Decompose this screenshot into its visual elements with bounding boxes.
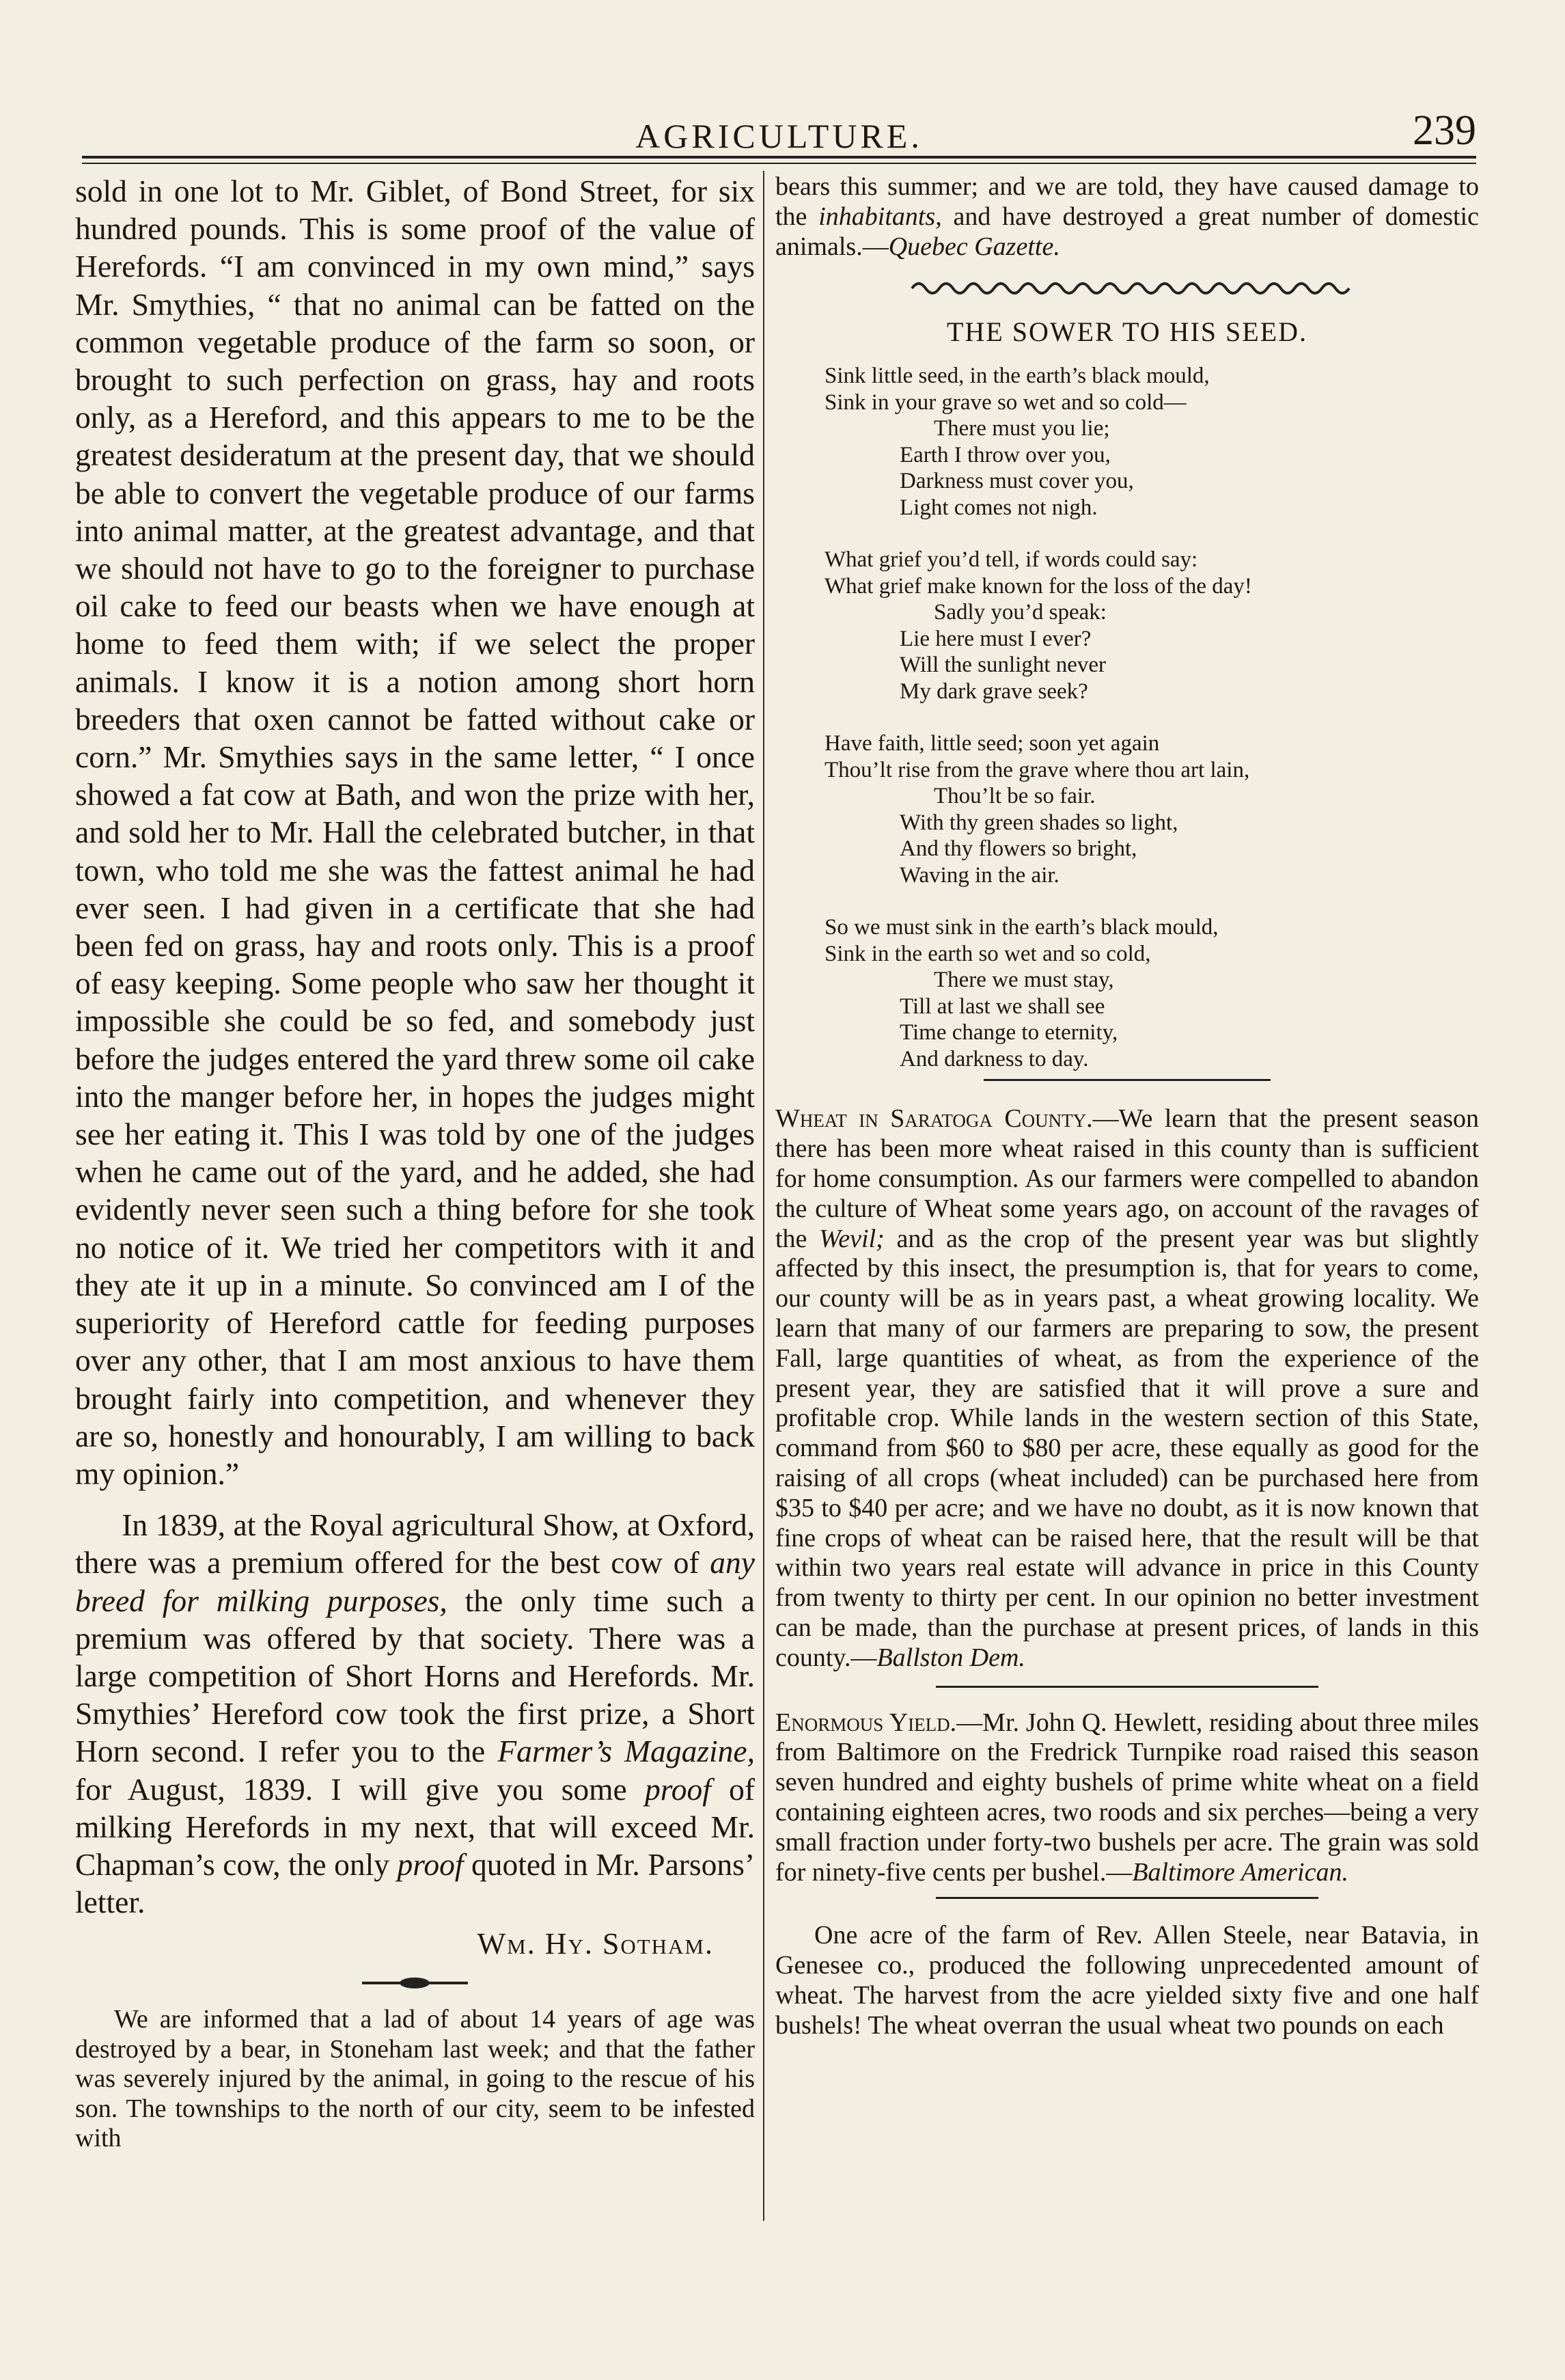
section-rule [984, 1079, 1271, 1081]
poem-line: What grief make known for the loss of the day! [825, 573, 1252, 599]
right-column [775, 172, 1479, 2041]
poem-line: Light comes not nigh. [900, 495, 1098, 520]
poem-line: Will the sunlight never [900, 653, 1107, 678]
poem-line: Sadly you’d speak: [934, 600, 1107, 625]
bear-news-paragraph: We are informed that a lad of about 14 years of age was destroyed by a bear, in Stoneham last week; and that the father was severely injured by the animal, in going to the rescue of his son. The townships to the north of our city, seem to be infested with [75, 2005, 755, 2153]
poem-line: Waving in the air. [900, 862, 1060, 888]
poem-line: And darkness to day. [900, 1046, 1089, 1071]
poem-line: My dark grave seek? [900, 679, 1088, 704]
poem-line: Darkness must cover you, [900, 469, 1134, 494]
poem-stanza [825, 914, 1479, 1072]
signature: Wm. Hy. Sotham. [477, 1927, 714, 1961]
wave-ornament [775, 271, 1479, 305]
poem-line: Have faith, little seed; soon yet again [825, 731, 1160, 756]
royal-show-paragraph: In 1839, at the Royal agricultural Show, at Oxford, there was a premium offered for the best cow of any breed for milking purposes, the only time such a premium was offered by that society. There was a large competition of Short Horns and Herefords. Mr. Smythies’ Hereford cow took the first prize, a Short Horn second. I refer you to the Farmer’s Magazine, for August, 1839. I will give you some proof of milking Herefords in my next, that will exceed Mr. Chapman’s cow, the only proof quoted in Mr. Parsons’ letter. [75, 1507, 755, 1920]
page-number: 239 [1413, 107, 1476, 154]
poem-line: With thy green shades so light, [900, 810, 1178, 835]
poem-line: And thy flowers so bright, [900, 836, 1137, 862]
header-rule [82, 156, 1476, 159]
poem-line: Thou’lt be so fair. [934, 784, 1096, 809]
poem-stanza [825, 547, 1479, 705]
wheat-saratoga-article: Wheat in Saratoga County.—We learn that the present season there has been more wheat raised in this county than is sufficient for home consumption. As our farmers were compelled to abandon the culture of Wheat some years ago, on account of the ravages of the Wevil; and as the crop of the present year was but slightly affected by this insect, the presumption is, that for years to come, our county will be as in years past, a wheat growing locality. We learn that many of our farmers are preparing to sow, the present Fall, large quantities of wheat, as from the experience of the present year, they are satisfied that it will prove a sure and profitable crop. While lands in the western section of this State, command from $60 to $80 per acre, these equally as good for the raising of all crops (wheat included) can be purchased here from $35 to $40 per acre; and we have no doubt, as it is now known that fine crops of wheat can be raised here, that the result will be that within two years real estate will advance in price in this County from twenty to thirty per cent. In our opinion no better investment can be made, than the purchase at present prices, of lands in this county.—Ballston Dem. [775, 1104, 1479, 1672]
poem-line: Lie here must I ever? [900, 626, 1092, 651]
poem-stanza [825, 730, 1479, 888]
column-divider [763, 171, 764, 2221]
poem-line: Time change to eternity, [900, 1020, 1118, 1045]
enormous-yield-article: Enormous Yield.—Mr. John Q. Hewlett, residing about three miles from Baltimore on the Fredrick Turnpike road raised this season seven hundred and eighty bushels of prime white wheat on a field containing eighteen acres, two roods and six perches—being a very small fraction under forty-two bushels per acre. The grain was sold for ninety-five cents per bushel.—Baltimore American. [775, 1708, 1479, 1887]
poem-line: So we must sink in the earth’s black mould, [825, 915, 1219, 940]
steele-farm-article: One acre of the farm of Rev. Allen Steele, near Batavia, in Genesee co., produced the following unprecedented amount of wheat. The harvest from the acre yielded sixty five and one half bushels! The wheat overran the usual wheat two pounds on each [775, 1921, 1479, 2040]
article-heading: Wheat in Saratoga County. [775, 1104, 1093, 1134]
left-column [75, 172, 755, 2154]
poem-line: Thou’lt rise from the grave where thou art lain, [825, 757, 1250, 782]
poem-line: Sink in your grave so wet and so cold— [825, 389, 1187, 415]
section-rule [936, 1686, 1318, 1688]
poem-title: THE SOWER TO HIS SEED. [946, 316, 1308, 348]
poem-line: What grief you’d tell, if words could say: [825, 547, 1198, 573]
header-rule-thin [82, 163, 1476, 164]
poem-line: There we must stay, [934, 968, 1114, 993]
poem-stanza [825, 363, 1479, 521]
poem-line: Sink in the earth so wet and so cold, [825, 941, 1151, 966]
running-title: AGRICULTURE. [635, 117, 923, 155]
article-heading: Enormous Yield. [775, 1708, 957, 1737]
poem-line: There must you lie; [934, 416, 1110, 441]
hereford-letter-paragraph: sold in one lot to Mr. Giblet, of Bond Street, for six hundred pounds. This is some proof of the value of Herefords. “I am convinced in my own mind,” says Mr. Smythies, “ that no animal can be fatted on the common vegetable produce of the farm so soon, or brought to such perfection on grass, hay and roots only, as a Hereford, and this appears to me to be the greatest desideratum at the present day, that we should be able to convert the vegetable produce of our farms into animal matter, at the greatest advantage, and that we should not have to go to the foreigner to purchase oil cake to feed our beasts when we have enough at home to feed them with; if we select the proper animals. I know it is a notion among short horn breeders that oxen cannot be fatted without cake or corn.” Mr. Smythies says in the same letter, “ I once showed a fat cow at Bath, and won the prize with her, and sold her to Mr. Hall the celebrated butcher, in that town, who told me she was the fattest animal he had ever seen. I had given in a certificate that she had been fed on grass, hay and roots only. This is a proof of easy keeping. Some people who saw her thought it impossible she could be so fed, and somebody just before the judges entered the yard threw some oil cake into the manger before her, in hopes the judges might see her eating it. This I was told by one of the judges when he came out of the yard, and he added, she had evidently never seen such a thing before for she took no notice of it. We tried her competitors with it and they ate it up in a minute. So convinced am I of the superiority of Hereford cattle for feeding purposes over any other, that I am most anxious to have them brought fairly into competition, and whenever they are so, honestly and honourably, I am willing to back my opinion.” [75, 174, 755, 1491]
bears-continuation-paragraph: bears this summer; and we are told, they have caused damage to the inhabitants, and have destroyed a great number of domestic animals.—Quebec Gazette. [775, 172, 1479, 261]
poem-line: Earth I throw over you, [900, 442, 1111, 467]
section-rule [936, 1897, 1318, 1899]
section-ornament [75, 1973, 755, 1993]
poem-line: Sink little seed, in the earth’s black mould, [825, 364, 1210, 389]
poem-line: Till at last we shall see [900, 994, 1105, 1019]
